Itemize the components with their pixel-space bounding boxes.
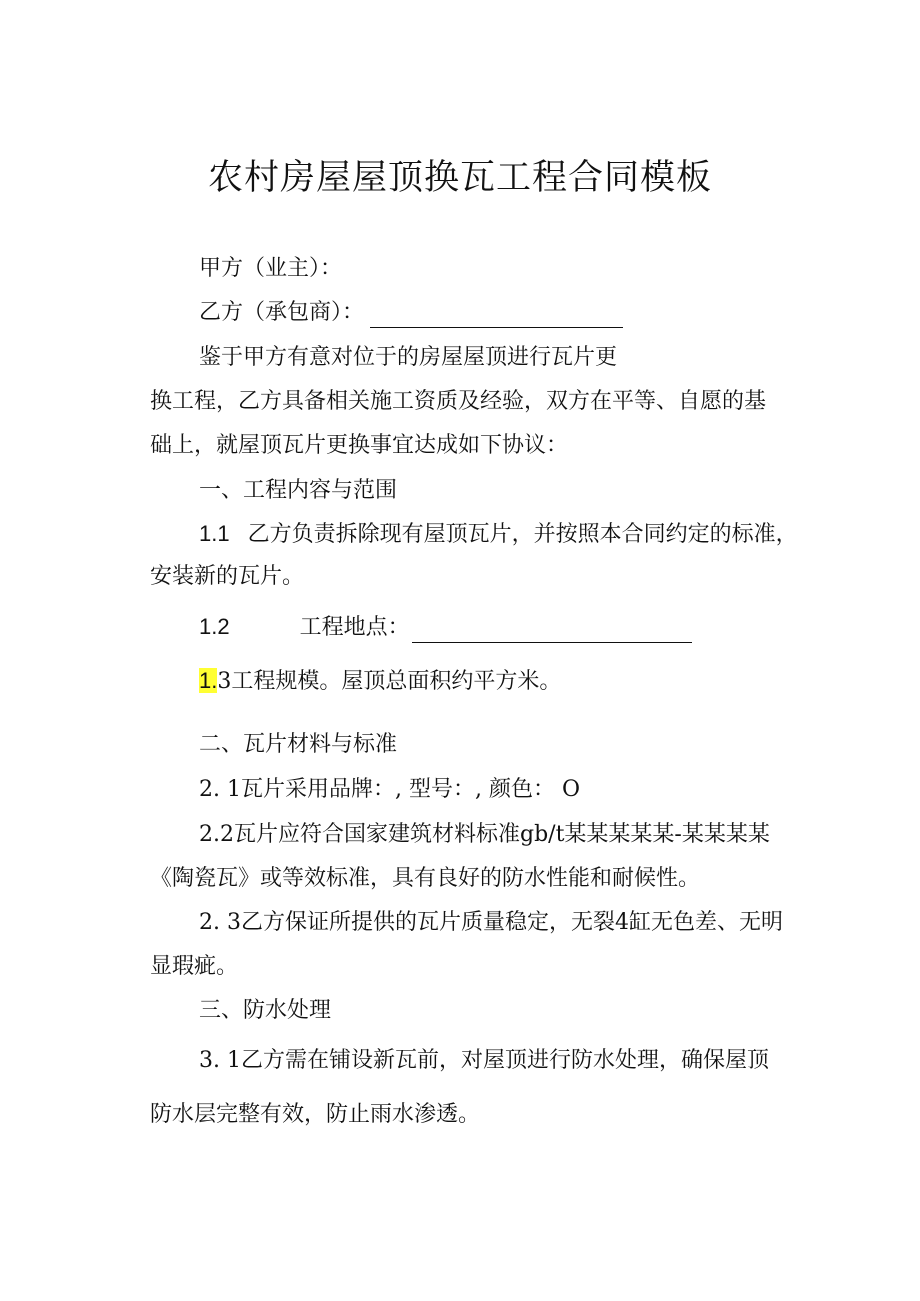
clause-1-1-line-1 <box>199 519 798 550</box>
party-a-line <box>199 254 342 284</box>
document-title: 农村房屋屋顶换瓦工程合同模板 <box>207 158 712 198</box>
clause-1-3-line <box>199 666 561 697</box>
clause-1-2-number: 1.2 <box>199 614 230 639</box>
clause-2-3-line-2: 显瑕疵。 <box>150 954 239 979</box>
clause-1-1-text: 乙方负责拆除现有屋顶瓦片，并按照本合同约定的标准， <box>247 522 798 547</box>
preamble-line-1: 鉴于甲方有意对位于的房屋屋顶进行瓦片更 <box>199 345 618 370</box>
section2-heading: 二、瓦片材料与标准 <box>199 732 398 757</box>
preamble-line-2: 换工程，乙方具备相关施工资质及经验，双方在平等、自愿的基 <box>150 389 767 414</box>
location-blank <box>412 618 692 643</box>
clause-3-1-line-1: 3. 1乙方需在铺设新瓦前，对屋顶进行防水处理，确保屋顶 <box>199 1048 769 1073</box>
clause-2-3-line-1: 2. 3乙方保证所提供的瓦片质量稳定，无裂4缸无色差、无明 <box>199 910 783 935</box>
clause-1-1-number: 1.1 <box>199 521 230 546</box>
clause-1-3-text: 3工程规模。屋顶总面积约平方米。 <box>217 669 562 694</box>
section3-heading: 三、防水处理 <box>199 998 332 1023</box>
clause-2-1-line: 2. 1瓦片采用品牌：, 型号：, 颜色： O <box>199 777 580 802</box>
party-b-blank <box>370 303 623 328</box>
party-b-label: 乙方（承包商）： <box>199 300 365 325</box>
clause-2-2-line-2: 《陶瓷瓦》或等效标准，具有良好的防水性能和耐候性。 <box>150 866 701 891</box>
clause-1-1-line-2: 安装新的瓦片。 <box>150 564 305 589</box>
highlighted-text: 1. <box>199 668 218 693</box>
preamble-line-3: 础上，就屋顶瓦片更换事宜达成如下协议： <box>150 433 569 458</box>
clause-3-1-line-2: 防水层完整有效，防止雨水渗透。 <box>150 1102 481 1127</box>
clause-1-2-line <box>199 612 692 643</box>
section1-heading: 一、工程内容与范围 <box>199 478 398 503</box>
party-a-label: 甲方（业主）： <box>199 256 343 281</box>
party-b-line <box>199 298 623 328</box>
clause-1-2-label: 工程地点： <box>299 615 410 640</box>
clause-2-2-line-1: 2.2瓦片应符合国家建筑材料标准gb/t某某某某某-某某某某 <box>199 822 770 847</box>
